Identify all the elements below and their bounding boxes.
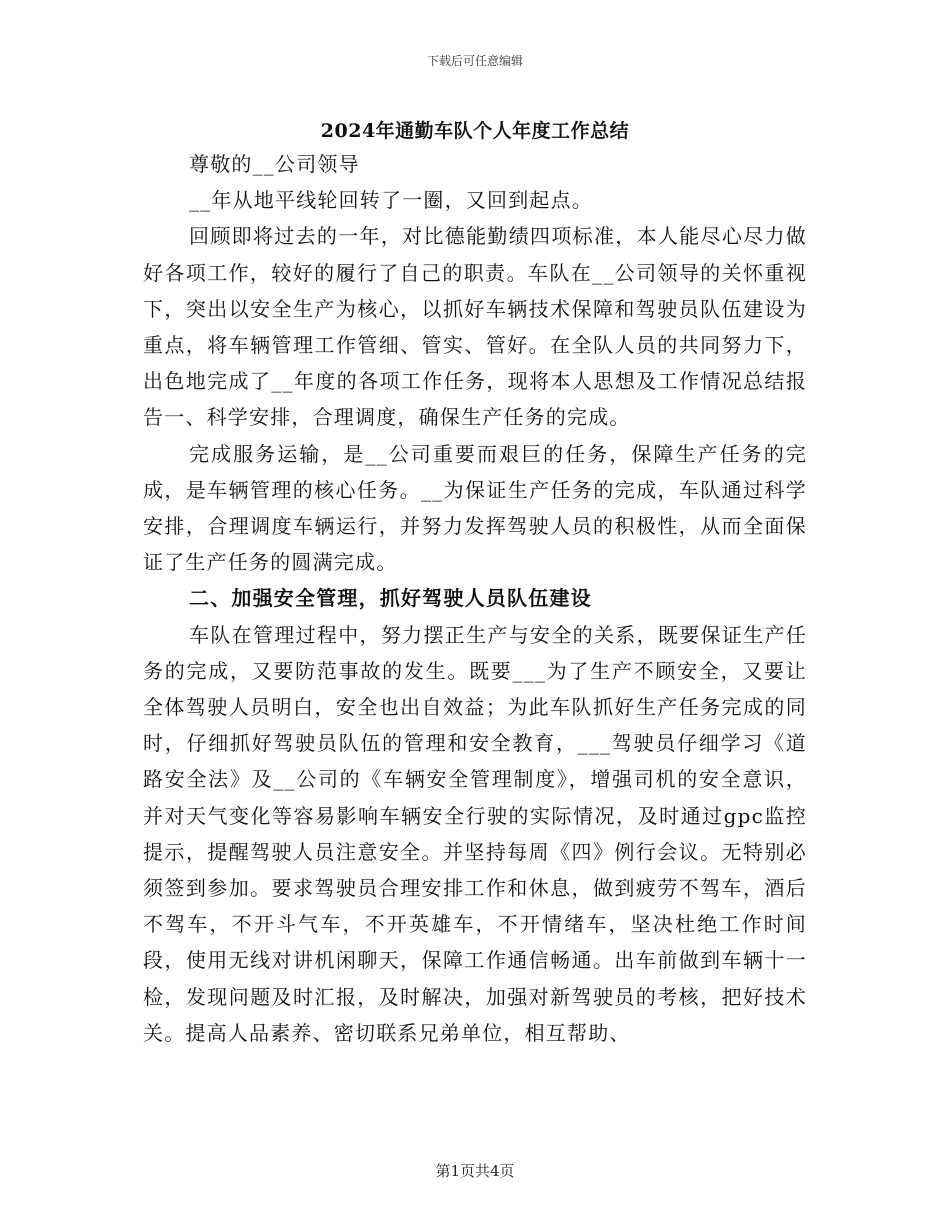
salutation: 尊敬的__公司领导 <box>189 152 360 176</box>
paragraph-safety: 车队在管理过程中，努力摆正生产与安全的关系，既要保证生产任务的完成，又要防范事故的发生。既要___为了生产不顾安全，又要让全体驾驶人员明白，安全也出自效益；为此车队抓好生产任务完成的同时，仔细抓好驾驶员队伍的管理和安全教育，___驾驶员仔细学习《道路安全法》及__公司的《车辆安全管理制度》，增强司机的安全意识，并对天气变化等容易影响车辆安全行驶的实际情况，及时通过gpc监控提示，提醒驾驶人员注意安全。并坚持每周《四》例行会议。无特别必须签到参加。要求驾驶员合理安排工作和休息，做到疲劳不驾车，酒后不驾车，不开斗气车，不开英雄车，不开情绪车，坚决杜绝工作时间段，使用无线对讲机闲聊天，保障工作通信畅通。出车前做到车辆十一检，发现问题及时汇报，及时解决，加强对新驾驶员的考核，把好技术关。提高人品素养、密切联系兄弟单位，相互帮助、 <box>143 622 807 1045</box>
page-header: 下载后可任意编辑 <box>426 54 523 68</box>
section-heading-2: 二、加强安全管理，抓好驾驶人员队伍建设 <box>189 586 592 611</box>
paragraph-transport: 完成服务运输，是__公司重要而艰巨的任务，保障生产任务的完成，是车辆管理的核心任务。__为保证生产任务的完成，车队通过科学安排，合理调度车辆运行，并努力发挥驾驶人员的积极性，从而全面保证了生产任务的圆满完成。 <box>143 441 807 575</box>
paragraph-intro: __年从地平线轮回转了一圈，又回到起点。 <box>189 188 593 213</box>
paragraph-review: 回顾即将过去的一年，对比德能勤绩四项标准，本人能尽心尽力做好各项工作，较好的履行了自己的职责。车队在__公司领导的关怀重视下，突出以安全生产为核心，以抓好车辆技术保障和驾驶员队伍建设为重点，将车辆管理工作管细、管实、管好。在全队人员的共同努力下，出色地完成了__年度的各项工作任务，现将本人思想及工作情况总结报告一、科学安排，合理调度，确保生产任务的完成。 <box>143 224 807 430</box>
document-body <box>143 146 807 1051</box>
document-title: 2024年通勤车队个人年度工作总结 <box>320 120 630 142</box>
page-footer: 第1页共4页 <box>435 1162 515 1180</box>
